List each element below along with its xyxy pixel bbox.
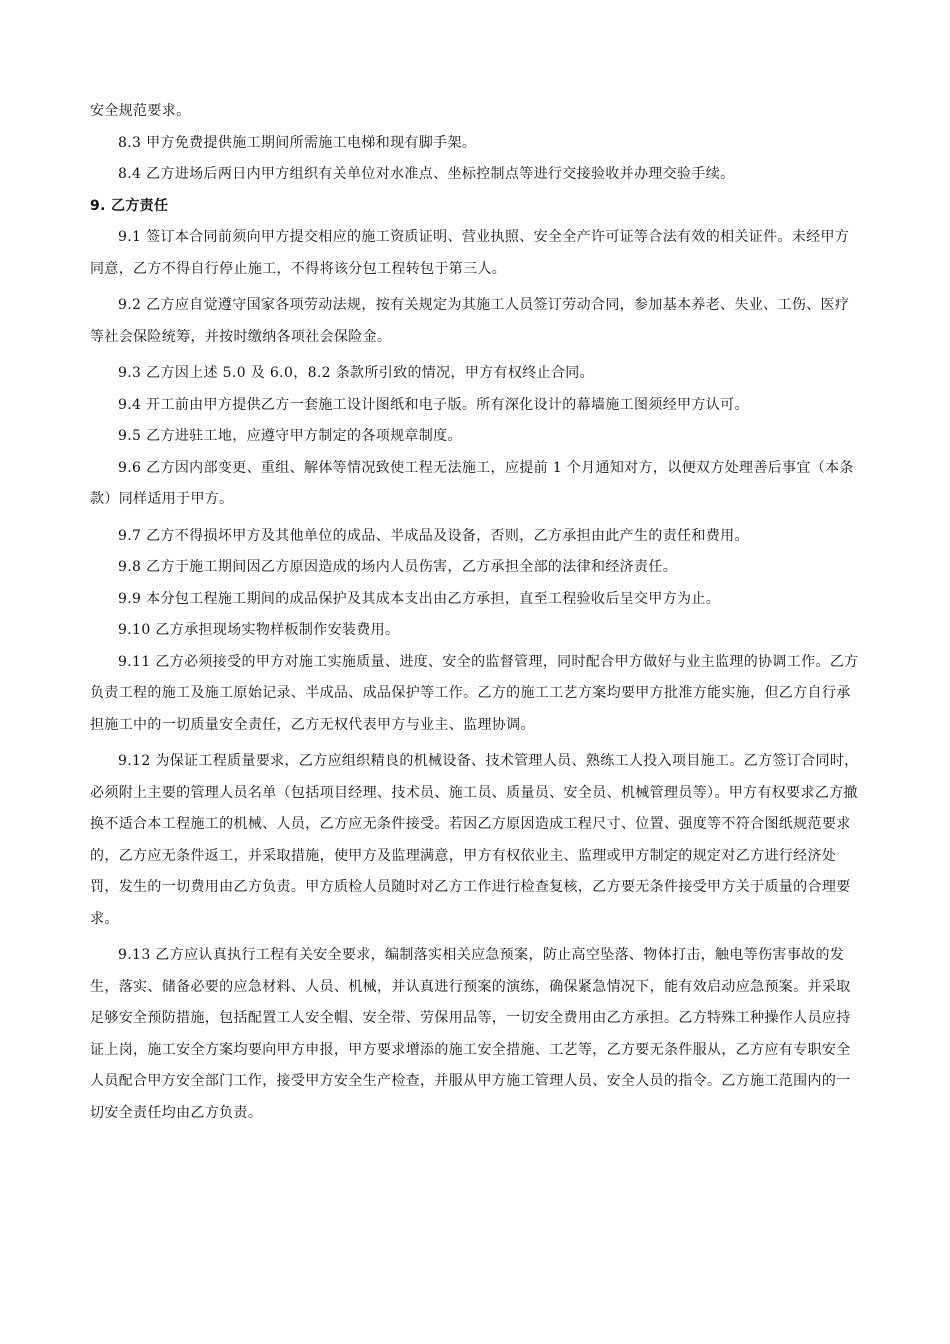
clause-9-7: 9.7 乙方不得损坏甲方及其他单位的成品、半成品及设备，否则，乙方承担由此产生的责任和费用。 bbox=[118, 527, 749, 544]
document-body bbox=[90, 96, 862, 1129]
clause-9-11: 9.11 乙方必须接受的甲方对施工实施质量、进度、安全的监督管理，同时配合甲方做好与业主监理的协调工作。乙方负责工程的施工及施工原始记录、半成品、成品保护等工作。乙方的施工工艺方案均要甲方批准方能实施，但乙方自行承担施工中的一切质量安全责任，乙方无权代表甲方与业主、监理协调。 bbox=[90, 653, 859, 733]
section-9-heading: 9. 乙方责任 bbox=[90, 197, 169, 214]
clause-9-6: 9.6 乙方因内部变更、重组、解体等情况致使工程无法施工，应提前 1 个月通知对方，以便双方处理善后事宜（本条款）同样适用于甲方。 bbox=[90, 459, 854, 507]
clause-9-4: 9.4 开工前由甲方提供乙方一套施工设计图纸和电子版。所有深化设计的幕墙施工图须经甲方认可。 bbox=[118, 396, 749, 413]
clause-9-3: 9.3 乙方因上述 5.0 及 6.0，8.2 条款所引致的情况，甲方有权终止合同。 bbox=[118, 365, 595, 381]
clause-9-12: 9.12 为保证工程质量要求，乙方应组织精良的机械设备、技术管理人员、熟练工人投入项目施工。乙方签订合同时，必须附上主要的管理人员名单（包括项目经理、技术员、施工员、质量员、安全员、机械管理员等）。甲方有权要求乙方撤换不适合本工程施工的机械、人员，乙方应无条件接受。若因乙方原因造成工程尺寸、位置、强度等不符合图纸规范要求的，乙方应无条件返工，并采取措施，使甲方及监理满意，甲方有权依业主、监理或甲方制定的规定对乙方进行经济处罚，发生的一切费用由乙方负责。甲方质检人员随时对乙方工作进行检查复核，乙方要无条件接受甲方关于质量的合理要求。 bbox=[90, 753, 859, 927]
clause-9-8: 9.8 乙方于施工期间因乙方原因造成的场内人员伤害，乙方承担全部的法律和经济责任。 bbox=[118, 559, 678, 575]
clause-9-2: 9.2 乙方应自觉遵守国家各项劳动法规，按有关规定为其施工人员签订劳动合同，参加基本养老、失业、工伤、医疗等社会保险统筹，并按时缴纳各项社会保险金。 bbox=[90, 297, 850, 345]
clause-9-13: 9.13 乙方应认真执行工程有关安全要求，编制落实相关应急预案，防止高空坠落、物体打击，触电等伤害事故的发生，落实、储备必要的应急材料、人员、机械，并认真进行预案的演练，确保紧急情况下，能有效启动应急预案。并采取足够安全预防措施，包括配置工人安全帽、安全带、劳保用品等，一切安全费用由乙方承担。乙方特殊工种操作人员应持证上岗，施工安全方案均要向甲方申报，甲方要求增添的施工安全措施、工艺等，乙方要无条件服从，乙方应有专职安全人员配合甲方安全部门工作，接受甲方安全生产检查，并服从甲方施工管理人员、安全人员的指令。乙方施工范围内的一切安全责任均由乙方负责。 bbox=[90, 947, 851, 1121]
clause-9-1: 9.1 签订本合同前须向甲方提交相应的施工资质证明、营业执照、安全全产许可证等合法有效的相关证件。未经甲方同意，乙方不得自行停止施工，不得将该分包工程转包于第三人。 bbox=[90, 229, 850, 277]
clause-8-3: 8.3 甲方免费提供施工期间所需施工电梯和现有脚手架。 bbox=[118, 134, 477, 151]
clause-9-9: 9.9 本分包工程施工期间的成品保护及其成本支出由乙方承担，直至工程验收后呈交甲方为止。 bbox=[118, 590, 721, 607]
clause-9-10: 9.10 乙方承担现场实物样板制作安装费用。 bbox=[118, 622, 400, 638]
intro-line: 安全规范要求。 bbox=[90, 103, 191, 119]
clause-8-4: 8.4 乙方进场后两日内甲方组织有关单位对水准点、坐标控制点等进行交接验收并办理交验手续。 bbox=[118, 166, 735, 182]
clause-9-5: 9.5 乙方进驻工地，应遵守甲方制定的各项规章制度。 bbox=[118, 428, 462, 444]
